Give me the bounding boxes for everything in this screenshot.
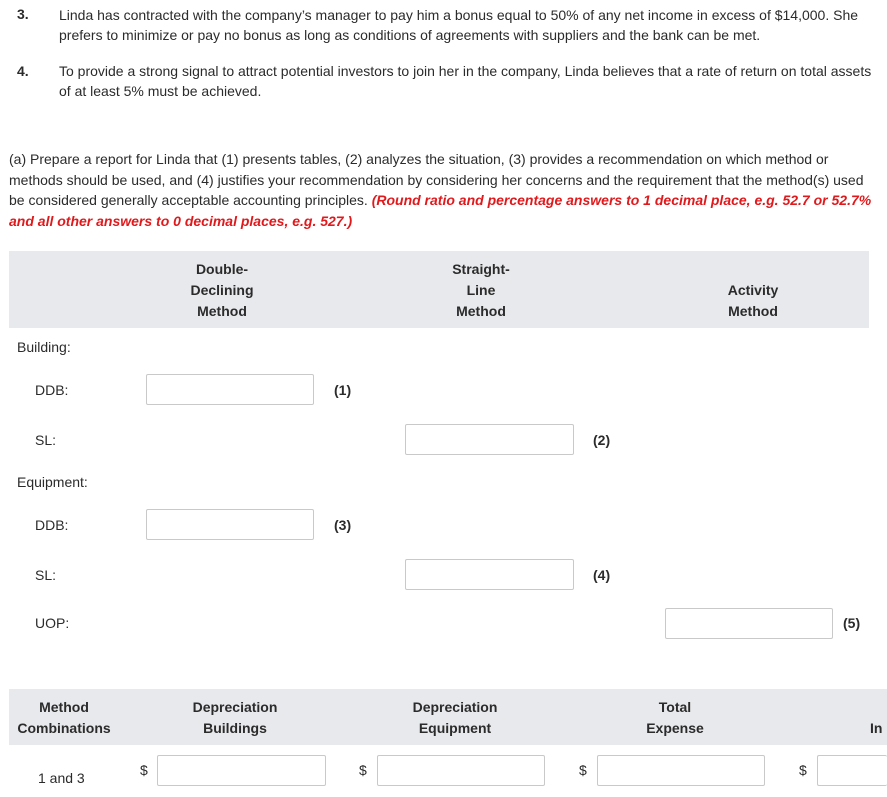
header-ddb-method: Double- Declining Method <box>190 261 254 319</box>
building-ddb-label: DDB: <box>35 382 69 398</box>
dollar-sign: $ <box>579 762 587 778</box>
building-sl-label: SL: <box>35 432 57 448</box>
part-a-instructions <box>9 149 881 231</box>
part-a-text: (a) Prepare a report for Linda that (1) presents tables, (2) analyzes the situation, (3) provides a recommendation on which method or methods should be used, and (4) justifies your recommendation by considering her concerns and the requirement that the method(s) used be considered generally acceptable accounting principles. <box>9 151 864 208</box>
item-number-4: 4. <box>17 63 29 79</box>
equipment-ddb-input[interactable] <box>146 509 314 540</box>
building-label: Building: <box>17 339 71 355</box>
depreciation-buildings-input[interactable] <box>157 755 326 786</box>
ref-1: (1) <box>334 382 352 398</box>
header-activity-method: Activity Method <box>727 282 779 319</box>
rounding-instructions: (Round ratio and percentage answers to 1 decimal place, e.g. 52.7 or 52.7% and all other answers to 0 decimal places, e.g. 527.) <box>9 192 872 229</box>
dollar-sign: $ <box>359 762 367 778</box>
item-text-3: Linda has contracted with the company’s manager to pay him a bonus equal to 50% of any net income in excess of $14,000. She prefers to minimize or pay no bonus as long as conditions of agreements with suppliers and the bank can be met. <box>59 7 859 43</box>
ref-4: (4) <box>593 567 611 583</box>
truncated-column-input[interactable] <box>817 755 887 786</box>
dollar-sign: $ <box>799 762 807 778</box>
item-text-4: To provide a strong signal to attract potential investors to join her in the company, Linda believes that a rate of return on total assets of at least 5% must be achieved. <box>59 63 872 99</box>
item-number-3: 3. <box>17 6 29 22</box>
equipment-sl-input[interactable] <box>405 559 574 590</box>
header-depreciation-equipment: Depreciation Equipment <box>412 699 498 736</box>
equipment-sl-label: SL: <box>35 567 57 583</box>
combination-label: 1 and 3 <box>38 770 85 786</box>
header-total-expense: Total Expense <box>646 699 704 736</box>
header-truncated: In <box>870 720 883 736</box>
equipment-uop-input[interactable] <box>665 608 833 639</box>
total-expense-input[interactable] <box>597 755 765 786</box>
depreciation-equipment-input[interactable] <box>377 755 545 786</box>
equipment-ddb-label: DDB: <box>35 517 69 533</box>
ref-3: (3) <box>334 517 352 533</box>
building-ddb-input[interactable] <box>146 374 314 405</box>
equipment-uop-label: UOP: <box>35 615 70 631</box>
equipment-label: Equipment: <box>17 474 88 490</box>
ref-5: (5) <box>843 615 861 631</box>
dollar-sign: $ <box>140 762 148 778</box>
header-method-combinations: Method Combinations <box>17 699 111 736</box>
building-sl-input[interactable] <box>405 424 574 455</box>
header-depreciation-buildings: Depreciation Buildings <box>192 699 278 736</box>
header-sl-method: Straight- Line Method <box>452 261 510 319</box>
ref-2: (2) <box>593 432 611 448</box>
